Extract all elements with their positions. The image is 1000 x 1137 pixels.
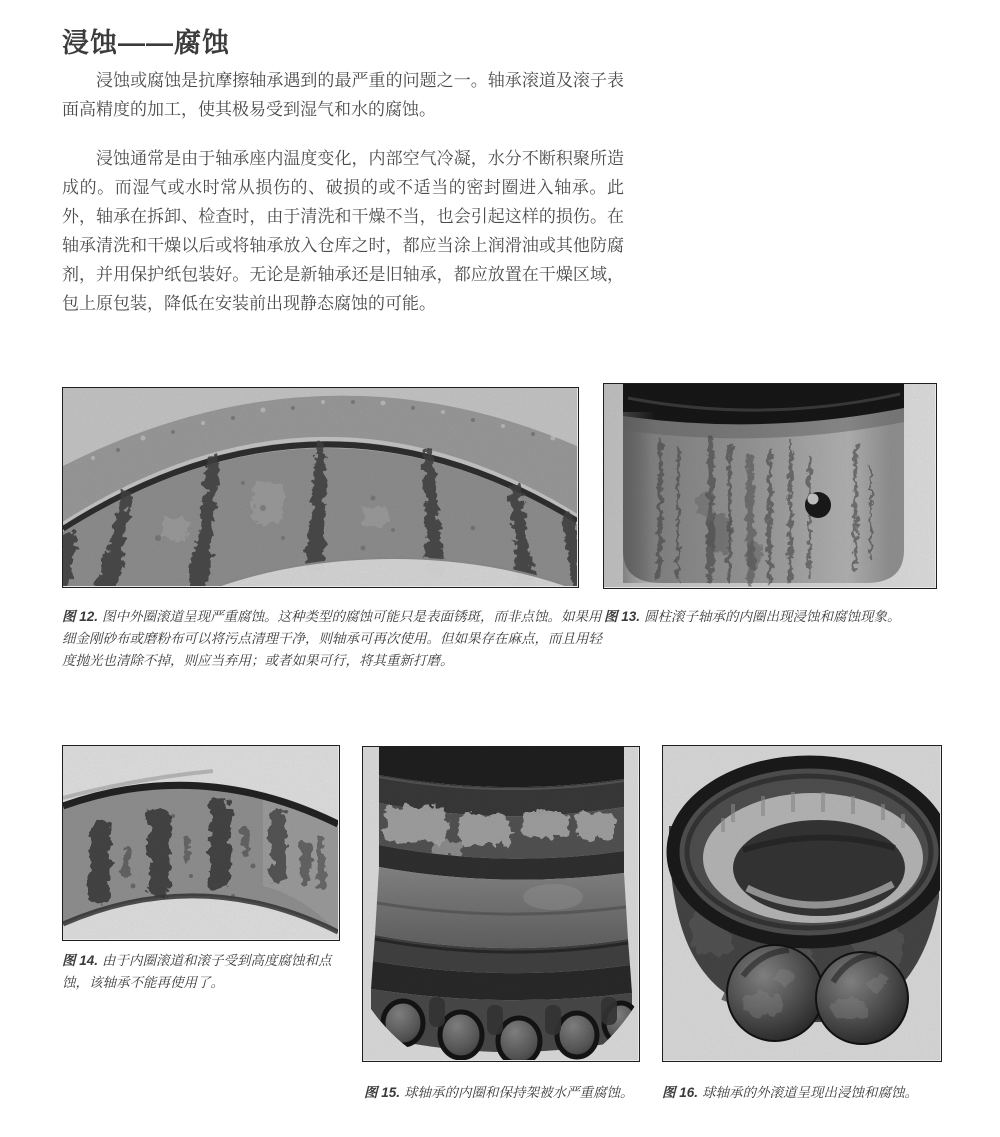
figure-16-caption (662, 1082, 962, 1104)
figure-15-caption-text: 球轴承的内圈和保持架被水严重腐蚀。 (404, 1085, 634, 1100)
figure-12-caption (62, 606, 602, 672)
intro-paragraph: 浸蚀或腐蚀是抗摩擦轴承遇到的最严重的问题之一。轴承滚道及滚子表面高精度的加工，使其极易受到湿气和水的腐蚀。 (62, 71, 624, 119)
figure-13-caption-text: 圆柱滚子轴承的内圈出现浸蚀和腐蚀现象。 (644, 609, 901, 624)
figure-13-label: 图 13. (604, 609, 641, 624)
detail-paragraph: 浸蚀通常是由于轴承座内温度变化，内部空气冷凝，水分不断积聚所造成的。而湿气或水时常从损伤的、破损的或不适当的密封圈进入轴承。此外，轴承在拆卸、检查时，由于清洗和干燥不当，也会引起这样的损伤。在轴承清洗和干燥以后或将轴承放入仓库之时，都应当涂上润滑油或其他防腐剂，并用保护纸包装好。无论是新轴承还是旧轴承，都应放置在干燥区域，包上原包装，降低在安装前出现静态腐蚀的可能。 (62, 149, 624, 313)
figure-14-photo (62, 745, 340, 941)
figure-16-photo (662, 745, 942, 1062)
figure-14-label: 图 14. (62, 953, 99, 968)
figure-13-caption (604, 606, 949, 628)
figure-15-label: 图 15. (364, 1085, 401, 1100)
figure-12-label: 图 12. (62, 609, 99, 624)
figure-16-label: 图 16. (662, 1085, 699, 1100)
figure-15-caption (364, 1082, 659, 1104)
figure-13-photo (603, 383, 937, 589)
figure-14-caption-text: 由于内圈滚道和滚子受到高度腐蚀和点蚀，该轴承不能再使用了。 (62, 953, 332, 990)
figure-14-caption (62, 950, 350, 994)
figure-15-photo (362, 746, 640, 1062)
figure-16-caption-text: 球轴承的外滚道呈现出浸蚀和腐蚀。 (702, 1085, 919, 1100)
page-title: 浸蚀——腐蚀 (62, 28, 230, 58)
figure-12-caption-text: 图中外圈滚道呈现严重腐蚀。这种类型的腐蚀可能只是表面锈斑，而非点蚀。如果用细金刚砂布或磨粉布可以将污点清理干净，则轴承可再次使用。但如果存在麻点，而且用轻度抛光也清除不掉，则应当弃用；或者如果可行，将其重新打磨。 (62, 609, 602, 668)
figure-12-photo (62, 387, 579, 588)
